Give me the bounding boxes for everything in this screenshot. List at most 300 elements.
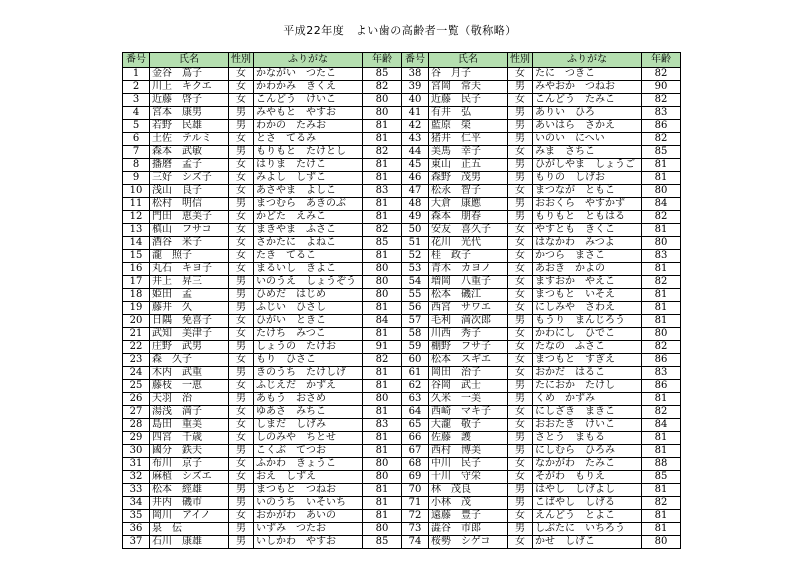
cell-name: 森本 朋春 [429,211,508,224]
cell-sex: 女 [508,146,533,159]
cell-number: 20 [123,315,150,328]
cell-sex: 男 [508,315,533,328]
cell-sex: 女 [229,94,254,107]
cell-number: 9 [123,172,150,185]
cell-kana: そがわ もりえ [533,471,642,484]
cell-kana: まつもと いそえ [533,289,642,302]
cell-age: 80 [363,289,402,302]
table-row [402,276,681,289]
table-row [123,172,402,185]
cell-age: 80 [363,276,402,289]
cell-age: 82 [363,146,402,159]
cell-kana: あもう おさめ [254,393,363,406]
cell-number: 36 [123,523,150,536]
cell-number: 3 [123,94,150,107]
cell-name: 毛利 満次郎 [429,315,508,328]
table-row [402,445,681,458]
cell-number: 41 [402,107,429,120]
cell-kana: おえ しずえ [254,471,363,484]
cell-age: 83 [642,250,681,263]
cell-number: 17 [123,276,150,289]
cell-name: 森 久子 [150,354,229,367]
cell-name: 大瀧 敬子 [429,419,508,432]
cell-kana: たなの ふさこ [533,341,642,354]
cell-number: 30 [123,445,150,458]
table-row [123,445,402,458]
cell-name: 三好 シズ子 [150,172,229,185]
cell-age: 80 [642,185,681,198]
table-row [402,497,681,510]
cell-name: 槙山 フサコ [150,224,229,237]
table-row [402,94,681,107]
cell-number: 7 [123,146,150,159]
cell-name: 天羽 治 [150,393,229,406]
cell-number: 49 [402,211,429,224]
cell-age: 81 [363,380,402,393]
table-row [402,315,681,328]
table-row [123,133,402,146]
cell-kana: にしみや さわえ [533,302,642,315]
cell-age: 81 [642,224,681,237]
cell-age: 81 [363,172,402,185]
table-row [402,120,681,133]
cell-kana: おかがわ あいの [254,510,363,523]
cell-kana: みよし しずこ [254,172,363,185]
cell-age: 83 [363,185,402,198]
cell-sex: 女 [508,406,533,419]
cell-age: 81 [363,159,402,172]
cell-kana: たけち みつこ [254,328,363,341]
cell-number: 45 [402,159,429,172]
cell-kana: とさ てるみ [254,133,363,146]
cell-sex: 女 [508,94,533,107]
cell-age: 85 [642,471,681,484]
cell-age: 82 [363,354,402,367]
cell-age: 80 [363,471,402,484]
cell-sex: 女 [508,328,533,341]
cell-kana: ひがしやま しょうご [533,159,642,172]
cell-sex: 女 [229,68,254,81]
cell-name: 遠藤 豊子 [429,510,508,523]
cell-sex: 女 [508,276,533,289]
cell-number: 63 [402,393,429,406]
table-row [402,211,681,224]
header-number: 番号 [123,53,150,68]
cell-sex: 男 [229,536,254,549]
cell-kana: ふかわ きょうこ [254,458,363,471]
cell-kana: かつら まさこ [533,250,642,263]
cell-age: 80 [363,393,402,406]
cell-number: 6 [123,133,150,146]
table-row [123,432,402,445]
cell-sex: 女 [229,354,254,367]
cell-name: 桂 政子 [429,250,508,263]
table-row [123,81,402,94]
cell-sex: 女 [229,458,254,471]
cell-name: 林 茂良 [429,484,508,497]
cell-age: 82 [642,497,681,510]
cell-sex: 女 [508,237,533,250]
table-row [402,471,681,484]
cell-age: 80 [363,263,402,276]
table-row [402,302,681,315]
cell-sex: 女 [508,354,533,367]
cell-sex: 女 [229,172,254,185]
table-header-row [402,53,681,68]
cell-age: 86 [642,380,681,393]
cell-name: 猪井 仁平 [429,133,508,146]
header-age: 年齢 [642,53,681,68]
cell-sex: 男 [508,172,533,185]
cell-number: 66 [402,432,429,445]
cell-kana: ゆあさ みちこ [254,406,363,419]
cell-name: 松本 經雄 [150,484,229,497]
cell-name: 藤枝 一恵 [150,380,229,393]
cell-name: 門田 恵美子 [150,211,229,224]
cell-kana: さかたに よねこ [254,237,363,250]
cell-kana: たに つきこ [533,68,642,81]
cell-number: 23 [123,354,150,367]
table-row [402,367,681,380]
cell-sex: 男 [229,107,254,120]
cell-sex: 女 [508,185,533,198]
table-row [123,328,402,341]
cell-sex: 男 [229,484,254,497]
table-row [402,354,681,367]
cell-sex: 女 [229,159,254,172]
cell-sex: 女 [229,133,254,146]
table-row [123,237,402,250]
cell-number: 11 [123,198,150,211]
cell-name: 井内 磯市 [150,497,229,510]
table-row [402,159,681,172]
table-row [123,107,402,120]
cell-age: 81 [642,302,681,315]
cell-number: 56 [402,302,429,315]
cell-kana: いのい にへい [533,133,642,146]
cell-number: 28 [123,419,150,432]
cell-name: 有井 弘 [429,107,508,120]
cell-number: 64 [402,406,429,419]
cell-sex: 男 [229,367,254,380]
cell-age: 84 [363,315,402,328]
cell-age: 85 [642,146,681,159]
cell-sex: 男 [229,198,254,211]
cell-number: 43 [402,133,429,146]
cell-number: 60 [402,354,429,367]
cell-number: 14 [123,237,150,250]
cell-number: 65 [402,419,429,432]
table-row [123,484,402,497]
cell-age: 82 [642,406,681,419]
cell-kana: こんどう たみこ [533,94,642,107]
cell-name: 西村 博美 [429,445,508,458]
cell-kana: にしむら ひろみ [533,445,642,458]
cell-sex: 女 [229,471,254,484]
table-row [402,341,681,354]
cell-name: 石川 康雄 [150,536,229,549]
cell-name: 布川 京子 [150,458,229,471]
cell-name: 宮岡 常夫 [429,81,508,94]
cell-age: 82 [642,276,681,289]
cell-kana: くめ かずみ [533,393,642,406]
cell-age: 80 [363,107,402,120]
cell-name: 四宮 千歳 [150,432,229,445]
cell-kana: ひがい ときこ [254,315,363,328]
table-row [123,419,402,432]
cell-sex: 女 [508,458,533,471]
cell-number: 55 [402,289,429,302]
cell-sex: 女 [229,328,254,341]
cell-age: 80 [642,328,681,341]
table-row [402,432,681,445]
cell-kana: しのみや ちとせ [254,432,363,445]
cell-sex: 男 [229,393,254,406]
cell-number: 18 [123,289,150,302]
cell-number: 69 [402,471,429,484]
cell-name: 藍原 榮 [429,120,508,133]
cell-age: 81 [363,211,402,224]
cell-name: 丸石 キヨ子 [150,263,229,276]
cell-age: 81 [642,393,681,406]
cell-number: 50 [402,224,429,237]
cell-sex: 女 [229,263,254,276]
cell-age: 81 [642,445,681,458]
cell-kana: まつもと つねお [254,484,363,497]
cell-number: 29 [123,432,150,445]
cell-name: 姫田 孟 [150,289,229,302]
cell-kana: おおたき けいこ [533,419,642,432]
cell-age: 80 [642,536,681,549]
cell-sex: 女 [229,406,254,419]
cell-kana: まつなが ともこ [533,185,642,198]
table-row [123,523,402,536]
cell-kana: もりもと たけとし [254,146,363,159]
cell-name: 久米 一美 [429,393,508,406]
cell-kana: こんどう けいこ [254,94,363,107]
cell-name: 花川 光代 [429,237,508,250]
table-row [402,458,681,471]
cell-name: 西宮 サワエ [429,302,508,315]
table-row [402,107,681,120]
cell-number: 73 [402,523,429,536]
cell-age: 81 [363,302,402,315]
cell-kana: こばやし しげる [533,497,642,510]
cell-kana: おおくら やすかず [533,198,642,211]
cell-name: 川西 秀子 [429,328,508,341]
cell-number: 47 [402,185,429,198]
cell-number: 33 [123,484,150,497]
table-row [402,328,681,341]
cell-number: 13 [123,224,150,237]
cell-number: 57 [402,315,429,328]
cell-name: 酒谷 米子 [150,237,229,250]
table-row [123,406,402,419]
cell-number: 52 [402,250,429,263]
cell-number: 46 [402,172,429,185]
table-row [123,302,402,315]
table-row [402,380,681,393]
cell-number: 8 [123,159,150,172]
cell-kana: まきやま ふさこ [254,224,363,237]
table-row [123,276,402,289]
cell-name: 金谷 蔦子 [150,68,229,81]
cell-number: 27 [123,406,150,419]
cell-age: 81 [363,198,402,211]
cell-name: 森野 茂男 [429,172,508,185]
table-row [123,263,402,276]
cell-sex: 男 [229,445,254,458]
table-row [402,224,681,237]
cell-name: 澁谷 市郎 [429,523,508,536]
table-row [123,68,402,81]
cell-age: 82 [642,94,681,107]
cell-number: 39 [402,81,429,94]
cell-kana: もり ひさこ [254,354,363,367]
cell-sex: 女 [508,224,533,237]
table-row [123,497,402,510]
cell-kana: かせ しげこ [533,536,642,549]
cell-sex: 男 [508,432,533,445]
cell-name: 井上 昇三 [150,276,229,289]
cell-sex: 男 [229,276,254,289]
cell-number: 34 [123,497,150,510]
table-row [402,237,681,250]
table-row [123,211,402,224]
cell-age: 80 [363,94,402,107]
cell-age: 86 [642,354,681,367]
header-sex: 性別 [508,53,533,68]
cell-kana: みやもと やすお [254,107,363,120]
cell-sex: 女 [508,250,533,263]
cell-number: 32 [123,471,150,484]
cell-sex: 女 [508,419,533,432]
cell-name: 松本 磯江 [429,289,508,302]
table-row [402,81,681,94]
cell-sex: 女 [229,81,254,94]
cell-kana: にしざき まきこ [533,406,642,419]
cell-age: 82 [363,224,402,237]
table-row [123,120,402,133]
cell-kana: はりま たけこ [254,159,363,172]
cell-sex: 男 [508,380,533,393]
cell-kana: みやおか つねお [533,81,642,94]
cell-age: 81 [642,159,681,172]
cell-kana: かながい つたこ [254,68,363,81]
cell-kana: やすとも きくこ [533,224,642,237]
cell-number: 51 [402,237,429,250]
roster-table-right [401,52,681,549]
cell-number: 72 [402,510,429,523]
cell-age: 81 [363,445,402,458]
cell-kana: いのうえ しょうぞう [254,276,363,289]
table-row [123,250,402,263]
table-row [402,198,681,211]
cell-age: 82 [363,81,402,94]
cell-sex: 男 [508,211,533,224]
cell-sex: 女 [508,536,533,549]
cell-age: 82 [642,68,681,81]
cell-age: 80 [363,523,402,536]
cell-kana: もりの しげお [533,172,642,185]
table-row [123,510,402,523]
header-kana: ふりがな [254,53,363,68]
cell-number: 71 [402,497,429,510]
header-name: 氏名 [429,53,508,68]
header-kana: ふりがな [533,53,642,68]
cell-name: 麻植 シズエ [150,471,229,484]
cell-number: 31 [123,458,150,471]
cell-name: 日隅 免喜子 [150,315,229,328]
table-row [402,263,681,276]
cell-sex: 男 [508,497,533,510]
cell-number: 2 [123,81,150,94]
cell-name: 中川 民子 [429,458,508,471]
cell-kana: さとう まもる [533,432,642,445]
cell-age: 81 [363,406,402,419]
cell-number: 62 [402,380,429,393]
cell-sex: 女 [229,237,254,250]
cell-kana: こくぶ てつお [254,445,363,458]
cell-number: 24 [123,367,150,380]
cell-name: 木内 武重 [150,367,229,380]
cell-name: 武知 美津子 [150,328,229,341]
cell-name: 谷岡 武士 [429,380,508,393]
cell-age: 90 [642,81,681,94]
cell-name: 泉 伝 [150,523,229,536]
cell-age: 81 [642,289,681,302]
cell-name: 岡川 アイノ [150,510,229,523]
table-row [402,289,681,302]
cell-age: 81 [642,432,681,445]
cell-age: 83 [642,367,681,380]
table-row [123,393,402,406]
cell-name: 佐藤 護 [429,432,508,445]
header-number: 番号 [402,53,429,68]
cell-kana: ふじい ひさし [254,302,363,315]
cell-age: 81 [363,367,402,380]
cell-kana: はやし しげよし [533,484,642,497]
cell-name: 藤井 久 [150,302,229,315]
cell-number: 67 [402,445,429,458]
cell-sex: 女 [229,510,254,523]
cell-number: 53 [402,263,429,276]
table-row [402,510,681,523]
cell-name: 美馬 幸子 [429,146,508,159]
cell-age: 81 [642,172,681,185]
cell-number: 19 [123,302,150,315]
cell-sex: 男 [229,523,254,536]
cell-sex: 女 [508,510,533,523]
cell-kana: いのうち いそいち [254,497,363,510]
table-row [402,68,681,81]
cell-kana: えんどう とよこ [533,510,642,523]
cell-number: 44 [402,146,429,159]
cell-name: 松村 明信 [150,198,229,211]
cell-kana: ふじえだ かずえ [254,380,363,393]
cell-number: 37 [123,536,150,549]
table-row [402,419,681,432]
cell-sex: 女 [229,315,254,328]
cell-sex: 男 [508,393,533,406]
cell-age: 81 [363,120,402,133]
table-row [402,185,681,198]
cell-name: 川上 キクエ [150,81,229,94]
cell-age: 81 [363,497,402,510]
cell-kana: みま さちこ [533,146,642,159]
cell-sex: 女 [508,289,533,302]
header-age: 年齢 [363,53,402,68]
